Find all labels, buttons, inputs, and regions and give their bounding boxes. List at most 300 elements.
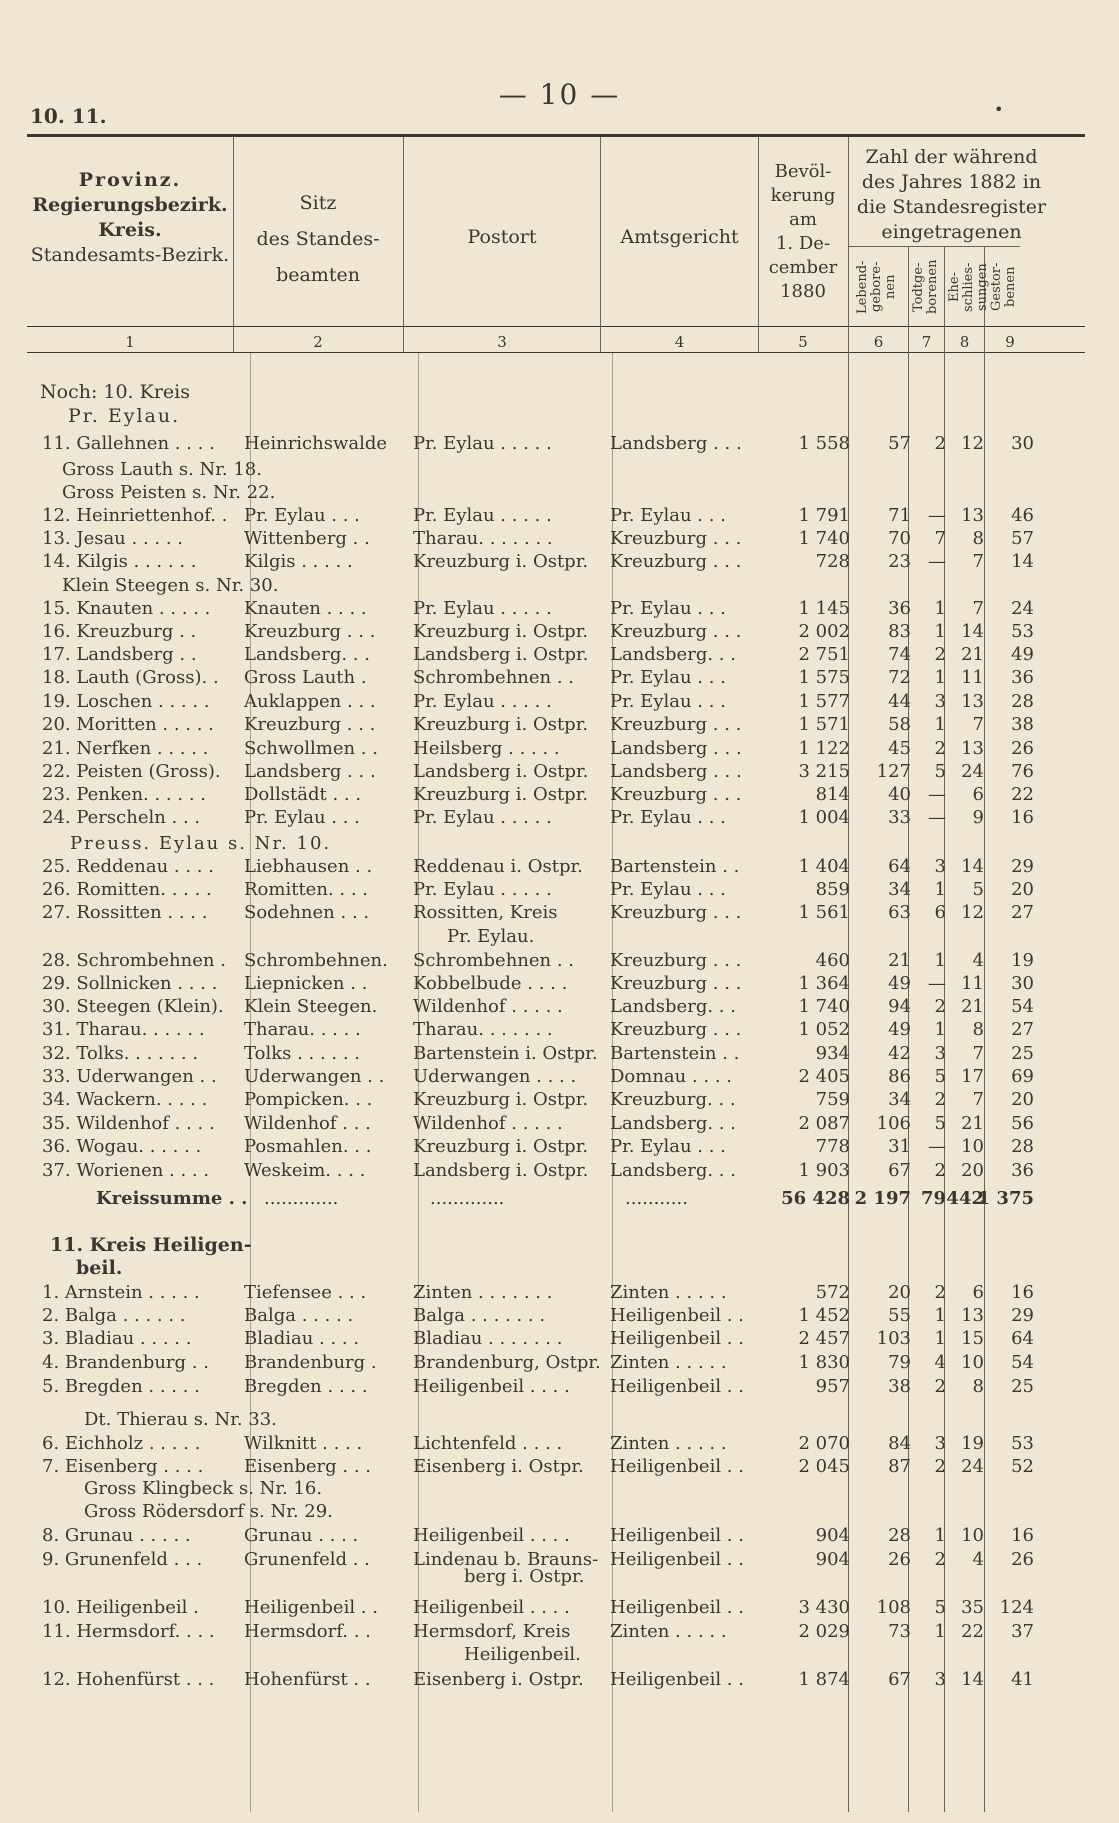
sum-todtgeborene: 79: [920, 1188, 946, 1209]
cell-c6: 26: [888, 1549, 911, 1570]
cell-c8: 12: [961, 433, 984, 454]
cell-c9: 19: [1011, 950, 1034, 971]
cell-c9: 54: [1011, 996, 1034, 1017]
cell-c5: 934: [815, 1043, 850, 1064]
cell-c4: Kreuzburg . . .: [610, 551, 742, 572]
cell-c4: Landsberg. . .: [610, 1113, 736, 1134]
cell-c6: 108: [876, 1597, 911, 1618]
cell-c2: Tharau. . . . .: [244, 1019, 361, 1040]
header-group-1: Zahl der während: [865, 146, 1038, 168]
cell-c7: 5: [934, 1066, 946, 1087]
cell-c8: 14: [961, 856, 984, 877]
cell-c9: 20: [1011, 1089, 1034, 1110]
cell-c4: Heiligenbeil . .: [610, 1305, 744, 1326]
cell-c1: 32. Tolks. . . . . . .: [42, 1043, 199, 1064]
table-row: [0, 1327, 1119, 1351]
cell-c1: 25. Reddenau . . . .: [42, 856, 214, 877]
cell-c1: 4. Brandenburg . .: [42, 1352, 209, 1373]
section-heading: Noch: 10. Kreis: [40, 381, 190, 403]
cell-c3: Schrombehnen . .: [413, 950, 575, 971]
cell-c2: Wittenberg . .: [244, 528, 370, 549]
cell-c4: Zinten . . . . .: [610, 1433, 727, 1454]
table-row: [0, 1351, 1119, 1375]
cell-c6: 86: [888, 1066, 911, 1087]
cell-c5: 1 561: [798, 902, 850, 923]
cell-c3: Pr. Eylau . . . . .: [413, 433, 552, 454]
cell-c8: 21: [961, 996, 984, 1017]
cell-c5: 904: [815, 1525, 850, 1546]
cell-c6: 20: [888, 1282, 911, 1303]
cell-c3: Pr. Eylau . . . . .: [413, 505, 552, 526]
cell-c7: 2: [934, 996, 946, 1017]
cell-c2: Heiligenbeil . .: [244, 1597, 378, 1618]
cell-c5: 3 430: [798, 1597, 850, 1618]
cell-c5: 1 577: [798, 691, 850, 712]
table-row: [0, 1432, 1119, 1456]
page-number: — 10 —: [498, 78, 621, 111]
cell-c5: 728: [815, 551, 850, 572]
cell-c3: Reddenau i. Ostpr.: [413, 856, 583, 877]
table-row: [0, 760, 1119, 784]
cell-c8: 19: [961, 1433, 984, 1454]
cell-c7: 1: [934, 1019, 946, 1040]
cell-c2: Pr. Eylau . . .: [244, 807, 360, 828]
cell-c6: 45: [888, 738, 911, 759]
cell-c2: Kilgis . . . . .: [244, 551, 353, 572]
cell-c7: 1: [934, 714, 946, 735]
cell-c6: 87: [888, 1456, 911, 1477]
table-row: [0, 783, 1119, 807]
cell-c6: 40: [888, 784, 911, 805]
cross-reference: Gross Rödersdorf s. Nr. 29.: [84, 1501, 333, 1522]
cell-c3: Pr. Eylau . . . . .: [413, 807, 552, 828]
cell-c2: Tiefensee . . .: [244, 1282, 367, 1303]
cell-c5: 1 740: [798, 996, 850, 1017]
cell-c8: 17: [961, 1066, 984, 1087]
cell-c2: Pompicken. . .: [244, 1089, 373, 1110]
cell-c9: 53: [1011, 1433, 1034, 1454]
table-row: [0, 1668, 1119, 1692]
cell-c7: —: [928, 973, 946, 994]
cell-c2: Liepnicken . .: [244, 973, 368, 994]
section-heading: Pr. Eylau.: [68, 405, 181, 427]
cell-c2: Grunau . . . .: [244, 1525, 359, 1546]
column-number: 9: [1005, 333, 1015, 351]
header-group-2: des Jahres 1882 in: [861, 171, 1042, 193]
cell-c2: Klein Steegen.: [244, 996, 378, 1017]
cell-c3: Kreuzburg i. Ostpr.: [413, 551, 589, 572]
cell-c2: Schrombehnen.: [244, 950, 388, 971]
cell-c5: 2 002: [798, 621, 850, 642]
cell-c4: Heiligenbeil . .: [610, 1549, 744, 1570]
cell-c9: 26: [1011, 738, 1034, 759]
header-bevoelkerung: [758, 160, 848, 304]
header-bev-4: 1. De-: [775, 233, 831, 254]
sum-bevoelkerung: 56 428: [781, 1188, 850, 1209]
cell-c9: 38: [1011, 714, 1034, 735]
cell-c7: 5: [934, 1597, 946, 1618]
cell-c1: 1. Arnstein . . . . .: [42, 1282, 200, 1303]
header-provinz: Provinz.: [78, 169, 182, 191]
cell-c4: Zinten . . . . .: [610, 1282, 727, 1303]
cell-c1: 31. Tharau. . . . . .: [42, 1019, 205, 1040]
cell-c2: Posmahlen. . .: [244, 1136, 372, 1157]
cell-c8: 7: [972, 1043, 984, 1064]
cell-c9: 22: [1011, 784, 1034, 805]
cell-c1: 35. Wildenhof . . . .: [42, 1113, 215, 1134]
cell-c9: 28: [1011, 691, 1034, 712]
cell-c4: Heiligenbeil . .: [610, 1669, 744, 1690]
cell-c3: Hermsdorf, Kreis: [413, 1621, 571, 1642]
table-row: [0, 1018, 1119, 1042]
cell-c2: Pr. Eylau . . .: [244, 505, 360, 526]
cell-c2: Gross Lauth .: [244, 667, 367, 688]
cell-c5: 1 791: [798, 505, 850, 526]
cell-c4: Kreuzburg . . .: [610, 973, 742, 994]
cell-c9: 16: [1011, 807, 1034, 828]
cell-c4: Heiligenbeil . .: [610, 1328, 744, 1349]
cell-c3: Kreuzburg i. Ostpr.: [413, 621, 589, 642]
header-bev-3: am: [789, 209, 817, 230]
table-row: [0, 1065, 1119, 1089]
cell-c1: 6. Eichholz . . . . .: [42, 1433, 201, 1454]
table-row: [0, 878, 1119, 902]
cell-c1: 12. Heinriettenhof. .: [42, 505, 228, 526]
cell-c8: 12: [961, 902, 984, 923]
cell-c6: 36: [888, 598, 911, 619]
cell-c7: 1: [934, 1305, 946, 1326]
cell-c9: 25: [1011, 1043, 1034, 1064]
cell-c9: 56: [1011, 1113, 1034, 1134]
cell-c2: Schwollmen . .: [244, 738, 378, 759]
table-row: [0, 1112, 1119, 1136]
cell-c7: 6: [934, 902, 946, 923]
cell-c2: Wilknitt . . . .: [244, 1433, 363, 1454]
cell-c9: 36: [1011, 667, 1034, 688]
cell-c6: 28: [888, 1525, 911, 1546]
top-rule: [27, 134, 1085, 137]
cell-c4: Kreuzburg . . .: [610, 950, 742, 971]
cell-c1: 9. Grunenfeld . . .: [42, 1549, 203, 1570]
cell-c4: Domnau . . . .: [610, 1066, 733, 1087]
header-col2: [234, 185, 402, 293]
cell-c1: 26. Romitten. . . . .: [42, 879, 212, 900]
cell-c2: Balga . . . . .: [244, 1305, 354, 1326]
cell-c4: Heiligenbeil . .: [610, 1456, 744, 1477]
cell-c9: 28: [1011, 1136, 1034, 1157]
table-row: [0, 737, 1119, 761]
cell-c7: 1: [934, 1621, 946, 1642]
cell-c5: 2 751: [798, 644, 850, 665]
sum-lebendgeborene: 2 197: [854, 1188, 911, 1209]
cell-c8: 22: [961, 1621, 984, 1642]
cell-c8: 15: [961, 1328, 984, 1349]
cell-c1: 28. Schrombehnen .: [42, 950, 226, 971]
cell-c8: 13: [961, 738, 984, 759]
cell-c6: 71: [888, 505, 911, 526]
continuation-text: berg i. Ostpr.: [464, 1566, 585, 1587]
cell-c2: Dollstädt . . .: [244, 784, 362, 805]
cell-c3: Lichtenfeld . . . .: [413, 1433, 563, 1454]
cell-c9: 53: [1011, 621, 1034, 642]
table-row: [0, 855, 1119, 879]
cell-c6: 64: [888, 856, 911, 877]
header-bev-5: cember: [768, 257, 838, 278]
cell-c5: 572: [815, 1282, 850, 1303]
cell-c7: 7: [934, 528, 946, 549]
cell-c2: Landsberg. . .: [244, 644, 370, 665]
cross-reference: Gross Peisten s. Nr. 22.: [62, 482, 276, 503]
cell-c7: 1: [934, 667, 946, 688]
column-number: 5: [798, 333, 808, 351]
table-row: [0, 806, 1119, 830]
cell-c8: 7: [972, 598, 984, 619]
cell-c6: 67: [888, 1669, 911, 1690]
cell-c1: 33. Uderwangen . .: [42, 1066, 217, 1087]
header-postort: Postort: [467, 226, 537, 248]
cell-c9: 57: [1011, 528, 1034, 549]
cell-c5: 1 122: [798, 738, 850, 759]
cell-c5: 1 004: [798, 807, 850, 828]
cell-c2: Hermsdorf. . .: [244, 1621, 371, 1642]
cell-c4: Kreuzburg . . .: [610, 902, 742, 923]
header-gestorbenen: Gestor-benen: [989, 262, 1018, 312]
cell-c5: 1 740: [798, 528, 850, 549]
cell-c8: 10: [961, 1136, 984, 1157]
cell-c7: 2: [934, 1456, 946, 1477]
cell-c4: Bartenstein . .: [610, 856, 740, 877]
cell-c6: 33: [888, 807, 911, 828]
cell-c5: 2 457: [798, 1328, 850, 1349]
cell-c4: Kreuzburg. . .: [610, 1089, 736, 1110]
cell-c9: 29: [1011, 856, 1034, 877]
cell-c7: 2: [934, 1282, 946, 1303]
continuation-text: Pr. Eylau.: [447, 926, 535, 947]
table-row: [0, 550, 1119, 574]
cell-c6: 23: [888, 551, 911, 572]
cell-c7: 2: [934, 1549, 946, 1570]
cell-c9: 29: [1011, 1305, 1034, 1326]
cell-c5: 1 364: [798, 973, 850, 994]
table-row: [0, 504, 1119, 528]
cell-c4: Zinten . . . . .: [610, 1621, 727, 1642]
cell-c6: 74: [888, 644, 911, 665]
table-row: [0, 432, 1119, 456]
cell-c3: Heilsberg . . . . .: [413, 738, 560, 759]
cell-c1: 21. Nerfken . . . . .: [42, 738, 209, 759]
cell-c7: —: [928, 1136, 946, 1157]
cell-c1: 14. Kilgis . . . . . .: [42, 551, 197, 572]
cell-c8: 7: [972, 1089, 984, 1110]
cell-c1: 22. Peisten (Gross).: [42, 761, 221, 782]
table-row: [0, 620, 1119, 644]
cell-c3: Uderwangen . . . .: [413, 1066, 577, 1087]
cell-c2: Heinrichswalde: [244, 433, 388, 454]
table-row: [0, 972, 1119, 996]
cell-c4: Bartenstein . .: [610, 1043, 740, 1064]
cell-c5: 859: [815, 879, 850, 900]
cell-c3: Bladiau . . . . . . .: [413, 1328, 563, 1349]
cell-c7: 1: [934, 1328, 946, 1349]
cell-c8: 11: [961, 667, 984, 688]
cell-c6: 57: [888, 433, 911, 454]
cell-c9: 46: [1011, 505, 1034, 526]
cell-c7: 3: [934, 1669, 946, 1690]
cell-c8: 6: [972, 1282, 984, 1303]
cell-c7: 3: [934, 691, 946, 712]
cell-c6: 34: [888, 879, 911, 900]
cell-c6: 49: [888, 1019, 911, 1040]
cell-c6: 63: [888, 902, 911, 923]
cell-c5: 1 571: [798, 714, 850, 735]
cell-c4: Kreuzburg . . .: [610, 714, 742, 735]
cell-c9: 69: [1011, 1066, 1034, 1087]
header-amtsgericht: Amtsgericht: [620, 226, 739, 248]
cell-c2: Sodehnen . . .: [244, 902, 370, 923]
cell-c6: 84: [888, 1433, 911, 1454]
section-heading: 11. Kreis Heiligen-: [50, 1234, 252, 1256]
cell-c7: —: [928, 505, 946, 526]
cell-c9: 49: [1011, 644, 1034, 665]
column-number-rule: [27, 352, 1085, 353]
cell-c9: 124: [999, 1597, 1034, 1618]
cell-c1: 2. Balga . . . . . .: [42, 1305, 186, 1326]
cell-c1: 17. Landsberg . .: [42, 644, 197, 665]
column-number: 1: [125, 333, 135, 351]
cell-c4: Landsberg . . .: [610, 433, 742, 454]
cross-reference: Preuss. Eylau s. Nr. 10.: [70, 833, 332, 854]
cell-c9: 27: [1011, 902, 1034, 923]
cell-c1: 8. Grunau . . . . .: [42, 1525, 191, 1546]
cell-c3: Eisenberg i. Ostpr.: [413, 1669, 584, 1690]
cell-c6: 21: [888, 950, 911, 971]
cell-c3: Heiligenbeil . . . .: [413, 1597, 570, 1618]
header-rule: [27, 326, 1085, 327]
cell-c7: 1: [934, 950, 946, 971]
cell-c9: 26: [1011, 1549, 1034, 1570]
cell-c8: 4: [972, 1549, 984, 1570]
cell-c6: 79: [888, 1352, 911, 1373]
cell-c5: 3 215: [798, 761, 850, 782]
cell-c5: 2 045: [798, 1456, 850, 1477]
table-row: [0, 713, 1119, 737]
cell-c3: Landsberg i. Ostpr.: [413, 644, 589, 665]
cell-c3: Heiligenbeil . . . .: [413, 1525, 570, 1546]
cell-c1: 5. Bregden . . . . .: [42, 1376, 200, 1397]
cell-c1: 37. Worienen . . . .: [42, 1160, 210, 1181]
cell-c1: 36. Wogau. . . . . .: [42, 1136, 202, 1157]
table-row: [0, 643, 1119, 667]
cell-c8: 13: [961, 1305, 984, 1326]
cell-c8: 6: [972, 784, 984, 805]
cell-c8: 13: [961, 505, 984, 526]
cell-c8: 8: [972, 1019, 984, 1040]
cell-c9: 30: [1011, 433, 1034, 454]
header-kreis: Kreis.: [98, 219, 162, 241]
cell-c2: Landsberg . . .: [244, 761, 376, 782]
cell-c3: Bartenstein i. Ostpr.: [413, 1043, 598, 1064]
cell-c8: 5: [972, 879, 984, 900]
table-row: [0, 1304, 1119, 1328]
cell-c6: 42: [888, 1043, 911, 1064]
header-todtgeborenen: Todtge-borenen: [911, 259, 940, 315]
cell-c4: Kreuzburg . . .: [610, 528, 742, 549]
cell-c6: 73: [888, 1621, 911, 1642]
table-row: [0, 690, 1119, 714]
kreissumme-label: Kreissumme . .: [96, 1188, 248, 1209]
cell-c1: 18. Lauth (Gross). .: [42, 667, 219, 688]
table-row: [0, 666, 1119, 690]
cell-c1: 29. Sollnicken . . . .: [42, 973, 218, 994]
header-bev-6: 1880: [780, 281, 826, 302]
kreissumme-dots: .............: [264, 1188, 339, 1209]
table-row: [0, 1088, 1119, 1112]
cross-reference: Gross Klingbeck s. Nr. 16.: [84, 1478, 323, 1499]
cell-c5: 1 575: [798, 667, 850, 688]
cell-c8: 14: [961, 621, 984, 642]
cell-c4: Pr. Eylau . . .: [610, 807, 726, 828]
header-group-4: eingetragenen: [881, 221, 1022, 243]
cell-c5: 1 404: [798, 856, 850, 877]
cell-c8: 10: [961, 1525, 984, 1546]
cell-c3: Tharau. . . . . . .: [413, 1019, 553, 1040]
cell-c8: 8: [972, 528, 984, 549]
table-row: [0, 995, 1119, 1019]
cell-c3: Wildenhof . . . . .: [413, 1113, 563, 1134]
cell-c5: 2 405: [798, 1066, 850, 1087]
cell-c1: 12. Hohenfürst . . .: [42, 1669, 215, 1690]
cell-c1: 27. Rossitten . . . .: [42, 902, 208, 923]
cell-c2: Weskeim. . . .: [244, 1160, 366, 1181]
cell-c1: 34. Wackern. . . . .: [42, 1089, 208, 1110]
cell-c9: 36: [1011, 1160, 1034, 1181]
kreissumme-dots: ...........: [625, 1188, 688, 1209]
cell-c8: 4: [972, 950, 984, 971]
table-row: [0, 1524, 1119, 1548]
group-rule: [848, 246, 1020, 247]
cell-c8: 7: [972, 714, 984, 735]
cell-c1: 23. Penken. . . . . .: [42, 784, 206, 805]
cell-c8: 8: [972, 1376, 984, 1397]
cell-c8: 13: [961, 691, 984, 712]
cell-c5: 2 087: [798, 1113, 850, 1134]
cell-c7: 2: [934, 1160, 946, 1181]
cross-reference: Dt. Thierau s. Nr. 33.: [84, 1409, 277, 1430]
cell-c6: 70: [888, 528, 911, 549]
cell-c7: 1: [934, 1525, 946, 1546]
cell-c7: 2: [934, 433, 946, 454]
header-col1: [30, 168, 230, 268]
cell-c7: 2: [934, 1376, 946, 1397]
cell-c4: Pr. Eylau . . .: [610, 879, 726, 900]
cell-c6: 103: [876, 1328, 911, 1349]
cell-c3: Pr. Eylau . . . . .: [413, 879, 552, 900]
cell-c2: Romitten. . . .: [244, 879, 368, 900]
cell-c7: 2: [934, 738, 946, 759]
cell-c9: 14: [1011, 551, 1034, 572]
cell-c7: 4: [934, 1352, 946, 1373]
cell-c4: Zinten . . . . .: [610, 1352, 727, 1373]
cross-reference: Klein Steegen s. Nr. 30.: [62, 575, 279, 596]
table-row: [0, 1548, 1119, 1572]
cell-c5: 1 452: [798, 1305, 850, 1326]
header-eheschliessungen: Ehe-schlies-sungen: [947, 262, 990, 312]
header-regierungsbezirk: Regierungsbezirk.: [32, 194, 228, 216]
cell-c8: 14: [961, 1669, 984, 1690]
cell-c1: 16. Kreuzburg . .: [42, 621, 197, 642]
table-row: [0, 1281, 1119, 1305]
cell-c7: 1: [934, 879, 946, 900]
